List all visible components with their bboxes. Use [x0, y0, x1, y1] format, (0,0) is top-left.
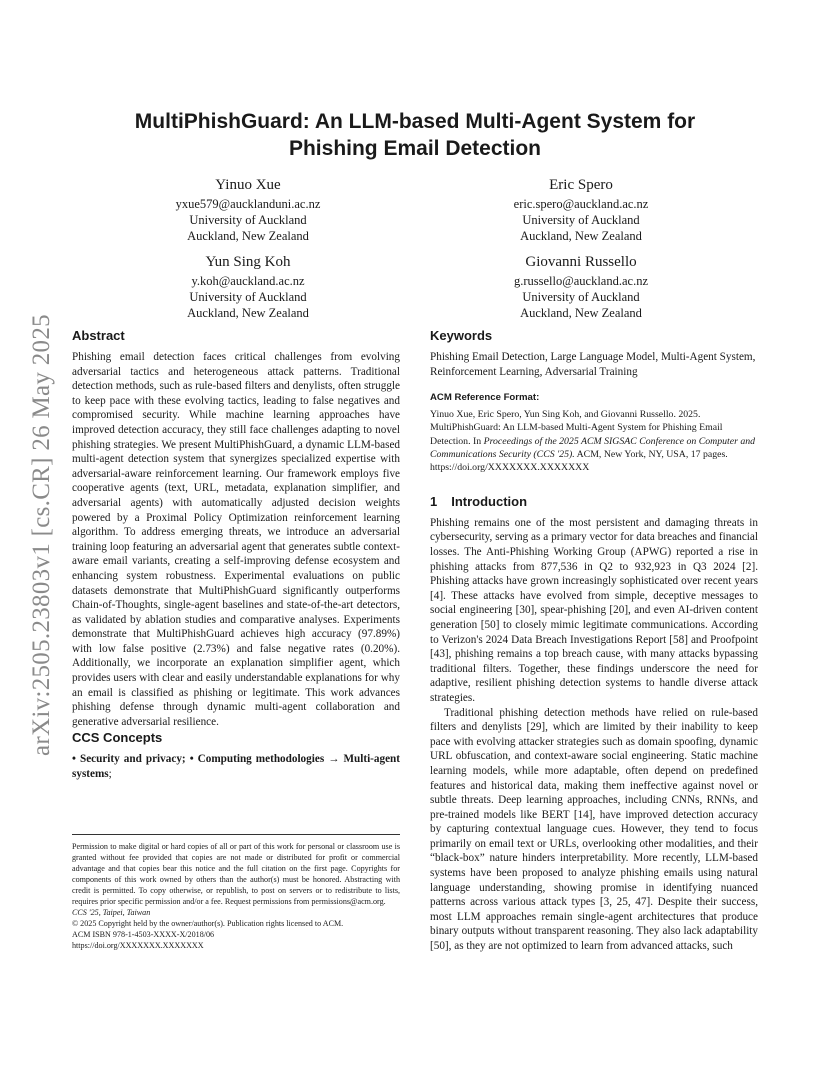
acm-ref-heading: ACM Reference Format: — [430, 392, 540, 404]
isbn-line: ACM ISBN 978-1-4503-XXXX-X/2018/06 — [72, 930, 215, 939]
arxiv-stamp: arXiv:2505.23803v1 [cs.CR] 26 May 2025 — [28, 314, 55, 756]
ccs-tail: ; — [108, 768, 112, 781]
copyright-line: © 2025 Copyright held by the owner/author(s). Publication rights licensed to ACM. — [72, 919, 344, 928]
abstract-text: Phishing email detection faces critical challenges from evolving adversarial tactics and heterogeneous attack patterns. Traditional detection methods, such as rule-based filters and denylists, often struggle to keep pace with these evolving tactics, leading to false negatives and compromised security. While machine learning approaches have improved detection accuracy, they still face challenges adapting to novel phishing strategies. We present MultiPhishGuard, a dynamic LLM-based multi-agent detection system that synergizes specialized expertise with adversarial-aware reinforcement learning. Our framework employs five cooperative agents (text, URL, metadata, explanation simplifier, and adversarial agents) with automatically adjusted decision weights powered by a Proximal Policy Optimization reinforcement learning algorithm. To address emerging threats, we introduce an adversarial training loop featuring an adversarial agent that generates subtle context-aware email variants, creating a self-improving defense ecosystem and enhancing system robustness. Experimental evaluations on public datasets demonstrate that MultiPhishGuard significantly outperforms Chain-of-Thoughts, single-agent baselines and state-of-the-art detectors, as validated by ablation studies and comparative analyses. Experiments demonstrate that MultiPhishGuard achieves high accuracy (97.89%) with low false positive (2.73%) and false negative rates (0.20%). Additionally, we incorporate an explanation simplifier agent, which provides users with clear and easily understandable explanations for why an email is classified as phishing or legitimate. This work advances phishing defense through dynamic multi-agent collaboration and generative adversarial resilience. — [72, 351, 400, 728]
author-block — [431, 175, 731, 244]
author-block — [98, 175, 398, 244]
author-location: Auckland, New Zealand — [520, 229, 642, 243]
author-email: g.russello@auckland.ac.nz — [513, 274, 649, 288]
right-column — [430, 327, 758, 954]
ccs-concepts — [72, 752, 400, 781]
doi-link[interactable]: https://doi.org/XXXXXXX.XXXXXXX — [72, 941, 204, 950]
keywords-heading: Keywords — [430, 328, 493, 343]
permission-footnote — [72, 834, 400, 951]
keywords-text: Phishing Email Detection, Large Language Model, Multi-Agent System, Reinforcement Learning, Adversarial Training — [430, 351, 756, 378]
author-location: Auckland, New Zealand — [187, 229, 309, 243]
author-affiliation: University of Auckland — [522, 213, 640, 227]
left-column — [72, 327, 400, 782]
author-email: yxue579@aucklanduni.ac.nz — [175, 197, 321, 211]
author-affiliation: University of Auckland — [522, 290, 640, 304]
intro-heading — [430, 493, 758, 510]
author-block — [431, 252, 731, 321]
conference-venue: CCS '25, Taipei, Taiwan — [72, 908, 151, 917]
title-line-2: Phishing Email Detection — [288, 137, 542, 160]
author-location: Auckland, New Zealand — [520, 306, 642, 320]
proceedings-title: Proceedings of the 2025 ACM SIGSAC Conference on Computer and Communications Security (CCS '25). — [430, 435, 756, 460]
section-title: Introduction — [451, 493, 528, 509]
author-name: Eric Spero — [549, 177, 613, 193]
author-name: Yun Sing Koh — [205, 254, 291, 270]
permission-text: Permission to make digital or hard copies of all or part of this work for personal or classroom use is granted without fee provided that copies are not made or distributed for profit or commercial advantage and that copies bear this notice and the full citation on the first page. Copyrights for components of this work owned by others than the author(s) must be honored. Abstracting with credit is permitted. To copy otherwise, or republish, to post on servers or to redistribute to lists, requires prior specific permission and/or a fee. Request permissions from permissions@acm.org. — [72, 842, 400, 906]
ccs-item: • Computing methodologies → Multi-agent systems — [72, 753, 401, 781]
paper-title — [72, 108, 758, 162]
intro-paragraph: Traditional phishing detection methods have relied on rule-based filters and denylists [29], which are limited by their inability to keep pace with evolving attacker strategies such as domain spoofing, dynamic URL obfuscation, and context-aware social engineering. Static machine learning models, while more adaptable, often depend on predefined features and historical data, making them ineffective against novel or subtle threats. Deep learning approaches, including CNNs, RNNs, and pre-trained models like BERT [14], have improved detection accuracy by capturing contextual language cues. However, they tend to focus primarily on email text or URLs, overlooking other modalities, and their “black-box” nature hinders interpretability. More recently, LLM-based systems have been proposed to analyze phishing emails using natural language understanding, showing promise in identifying nuanced patterns across various attack types [3, 25, 47]. Despite their success, most LLM approaches remain single-agent architectures that produce binary outputs without transparent reasoning. They also lack adaptability [50], as they are not optimized to learn from advanced attacks, such — [430, 706, 758, 953]
ccs-heading: CCS Concepts — [72, 730, 163, 746]
author-affiliation: University of Auckland — [189, 290, 307, 304]
author-email: y.koh@auckland.ac.nz — [191, 274, 305, 288]
intro-paragraph: Phishing remains one of the most persistent and damaging threats in cybersecurity, serving as a primary vector for data breaches and financial losses. The Anti-Phishing Working Group (APWG) reported a rise in phishing attacks from 877,536 in Q2 to 932,923 in Q3 2024 [2]. Phishing attacks have grown increasingly sophisticated over recent years [4]. These attacks have evolved from simple, deceptive messages to social engineering [30], spear-phishing [20], and even AI-driven content generation [50] to closely mimic legitimate communications. According to Verizon's 2024 Data Breach Investigations Report [58] and Proofpoint [43], phishing remains a top breach cause, with many attacks bypassing traditional filters. Together, these findings underscore the need for adaptive, resilient phishing detection systems to handle diverse attack strategies. — [430, 516, 758, 704]
abstract-heading: Abstract — [72, 328, 125, 343]
author-location: Auckland, New Zealand — [187, 306, 309, 320]
author-email: eric.spero@auckland.ac.nz — [513, 197, 649, 211]
author-block — [98, 252, 398, 321]
author-name: Giovanni Russello — [525, 254, 637, 270]
title-line-1: MultiPhishGuard: An LLM-based Multi-Agent System for — [134, 110, 696, 133]
author-affiliation: University of Auckland — [189, 213, 307, 227]
ccs-item: • Security and privacy; — [72, 753, 186, 766]
acm-reference: Yinuo Xue, Eric Spero, Yun Sing Koh, and Giovanni Russello. 2025. MultiPhishGuard: An LLM-based Multi-Agent System for Phishing Email Detection. In Proceedings of the 2025 ACM SIGSAC Conference on Computer and Communications Security (CCS '25). ACM, New York, NY, USA, 17 pages. https://doi.org/XXXXXXX.XXXXXXX — [430, 408, 756, 474]
author-name: Yinuo Xue — [215, 177, 281, 193]
section-number: 1 — [430, 493, 438, 509]
